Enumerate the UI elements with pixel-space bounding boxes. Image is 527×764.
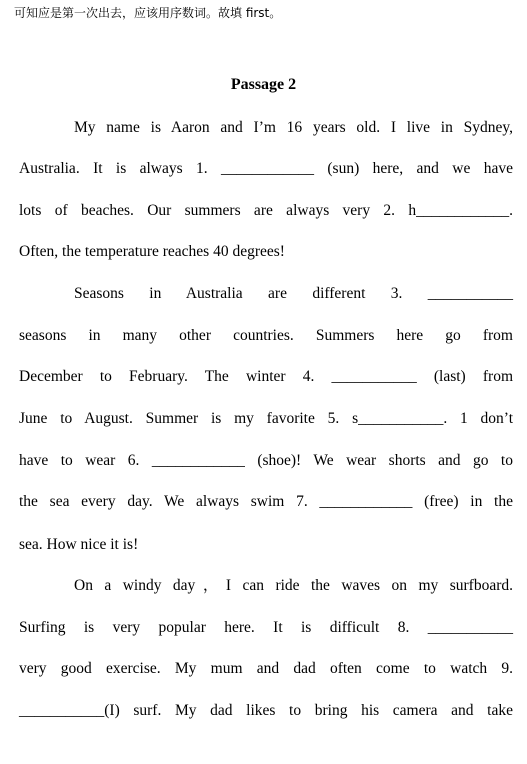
passage-line-13: Surfing is very popular here. It is difficult 8. ___________ — [19, 619, 513, 636]
passage-line-10: the sea every day. We always swim 7. ____________ (free) in the — [19, 493, 513, 510]
passage-title: Passage 2 — [230, 76, 297, 93]
passage-line-12: On a windy day，I can ride the waves on my surfboard. — [74, 577, 513, 594]
passage-line-8: June to August. Summer is my favorite 5. s___________. 1 don’t — [19, 410, 513, 427]
passage-line-7: December to February. The winter 4. ___________ (last) from — [19, 368, 513, 385]
passage-line-6: seasons in many other countries. Summers here go from — [19, 327, 513, 344]
passage-line-5: Seasons in Australia are different 3. ___________ — [74, 285, 513, 302]
passage-line-14: very good exercise. My mum and dad often come to watch 9. — [19, 660, 513, 677]
passage-line-2: Australia. It is always 1. ____________ (sun) here, and we have — [19, 160, 513, 177]
passage-line-1: My name is Aaron and I’m 16 years old. I live in Sydney, — [74, 119, 513, 136]
passage-line-4: Often, the temperature reaches 40 degrees! — [19, 243, 285, 260]
passage-line-9: have to wear 6. ____________ (shoe)! We wear shorts and go to — [19, 452, 513, 469]
answer-note: 可知应是第一次出去，应该用序数词。故填 first。 — [14, 6, 282, 20]
passage-line-3: lots of beaches. Our summers are always very 2. h____________. — [19, 202, 513, 219]
passage-line-11: sea. How nice it is! — [19, 536, 139, 553]
passage-line-15: ___________(I) surf. My dad likes to bring his camera and take — [19, 702, 513, 719]
